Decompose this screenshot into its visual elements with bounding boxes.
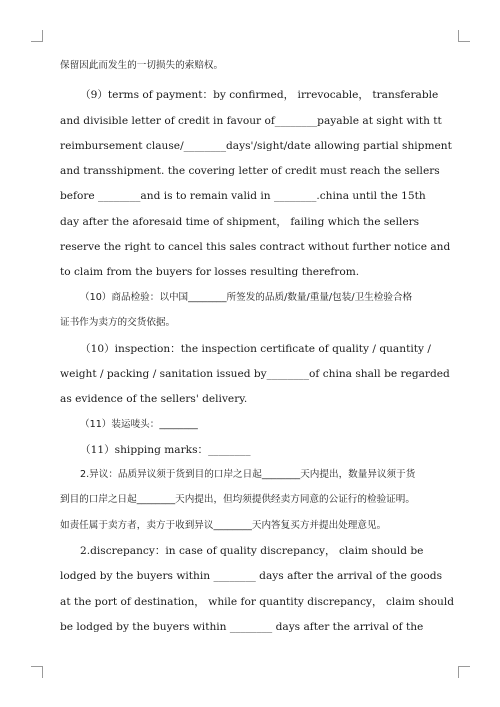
document-line: reimbursement clause/________days'/sight/date allowing partial shipment [60,140,452,152]
document-line: lodged by the buyers within ________ days after the arrival of the goods [60,570,443,582]
document-line: （11）shipping marks：________ [80,444,251,456]
document-line: （11）装运唛头：________ [80,419,198,430]
crop-mark-bottom-right [458,666,470,678]
document-line: （9）terms of payment：by confirmed， irrevocable， transferable [80,89,439,101]
document-line: and transshipment. the covering letter of credit must reach the sellers [60,165,440,177]
document-line: 证书作为卖方的交货依据。 [60,317,176,328]
document-line: 保留因此而发生的一切损失的索赔权。 [60,60,224,71]
document-line: at the port of destination， while for quantity discrepancy， claim should [60,596,455,608]
document-line: as evidence of the sellers' delivery. [60,393,248,405]
document-line: 2.discrepancy：in case of quality discrepancy， claim should be [80,545,424,557]
document-line: 到目的口岸之日起________天内提出，但均须提供经卖方同意的公证行的检验证明。 [60,494,415,505]
document-line: day after the aforesaid time of shipment， failing which the sellers [60,216,420,228]
document-line: 如责任属于卖方者，卖方于收到异议________天内答复买方并提出处理意见。 [60,520,387,531]
document-line: weight / packing / sanitation issued by________of china shall be regarded [60,368,450,380]
document-line: to claim from the buyers for losses resulting therefrom. [60,266,360,278]
document-line: before ________and is to remain valid in ________.china until the 15th [60,190,426,202]
crop-mark-top-right [458,30,470,42]
document-line: be lodged by the buyers within ________ days after the arrival of the [60,621,424,633]
document-line: reserve the right to cancel this sales contract without further notice and [60,241,451,253]
document-line: 2.异议：品质异议须于货到目的口岸之日起________天内提出，数量异议须于货 [80,469,416,480]
crop-mark-top-left [31,30,43,42]
document-line: and divisible letter of credit in favour of________payable at sight with tt [60,115,442,127]
crop-mark-bottom-left [31,666,43,678]
document-line: （10）inspection：the inspection certificate of quality / quantity / [80,343,431,355]
document-line: （10）商品检验：以中国________所签发的品质/数量/重量/包装/卫生检验合格 [80,292,413,303]
